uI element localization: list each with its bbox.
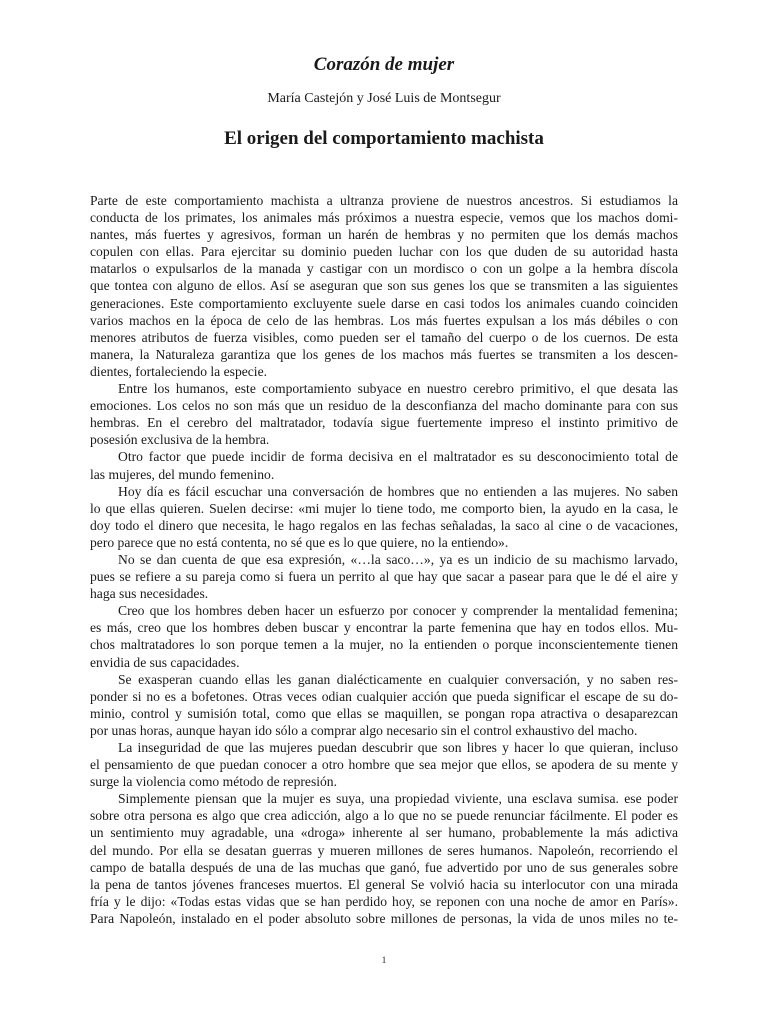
- text-line: las mujeres, del mundo femenino.: [90, 466, 275, 482]
- text-line: que tontea con alguno de ellos. Así se aseguran que son sus genes los que se transmiten a las siguientes: [90, 278, 678, 294]
- text-line: Creo que los hombres deben hacer un esfuerzo por conocer y comprender la mentalidad femenina;: [118, 603, 678, 619]
- text-line: doy todo el dinero que necesita, le hago regalos en las fechas señaladas, la saco al cine o de vacaciones,: [90, 517, 678, 533]
- text-line: nantes, más fuertes y agresivos, forman un harén de hembras y no permiten que los demás machos: [90, 227, 678, 243]
- text-line: chos maltratadores lo son porque temen a la mujer, no la entienden o porque inconscientemente tienen: [90, 637, 678, 653]
- text-line: menores atributos de fuerza visibles, como pueden ser el tamaño del cuerpo o de los cuernos. De esta: [90, 329, 678, 345]
- text-line: copulen con ellas. Para ejercitar su dominio pueden luchar con los que duden de su autoridad hasta: [90, 244, 678, 260]
- text-line: envidia de sus capacidades.: [90, 654, 240, 670]
- text-line: fría y le dijo: «Todas estas vidas que se han perdido hoy, se reponen con una noche de amor en París».: [90, 893, 678, 909]
- text-line: lo que ellas quieren. Suelen decirse: «mi mujer lo tiene todo, me comporto bien, la ayudo en la casa, le: [90, 500, 678, 516]
- book-title: Corazón de mujer: [313, 54, 455, 75]
- text-line: No se dan cuenta de que esa expresión, «…la saco…», ya es un indicio de su machismo larvado,: [118, 551, 678, 567]
- text-line: hembras. En el cerebro del maltratador, todavía sigue fuertemente impreso el instinto primitivo de: [90, 415, 678, 431]
- page-number: 1: [381, 955, 387, 965]
- text-line: manera, la Naturaleza garantiza que los genes de los machos más fuertes se transmiten a los descen-: [90, 346, 678, 362]
- text-line: surge la violencia como método de represión.: [90, 774, 338, 790]
- text-line: varios machos en la época de celo de las hembras. Los más fuertes expulsan a los más débiles o con: [90, 312, 678, 328]
- authors-line: María Castejón y José Luis de Montsegur: [267, 91, 501, 106]
- text-line: por unas horas, aunque hayan ido sólo a comprar algo necesario sin el control exhaustivo del macho.: [90, 722, 638, 738]
- body-text: [90, 192, 678, 927]
- text-line: posesión exclusiva de la hembra.: [90, 432, 270, 448]
- text-line: generaciones. Este comportamiento excluyente suele darse en casi todos los animales cuando coinciden: [90, 295, 678, 311]
- text-line: Hoy día es fácil escuchar una conversación de hombres que no entienden a las mujeres. No saben: [118, 483, 678, 499]
- text-line: campo de batalla después de una de las muchas que ganó, fue advertido por uno de sus generales sobre: [90, 859, 678, 875]
- text-line: matarlos o expulsarlos de la manada y castigar con un mordisco o con un golpe a la hembra díscola: [90, 261, 678, 277]
- text-line: Parte de este comportamiento machista a ultranza proviene de nuestros ancestros. Si estudiamos la: [90, 193, 678, 208]
- text-line: un sentimiento muy agradable, una «droga» inherente al ser humano, probablemente la más adictiva: [90, 825, 678, 841]
- text-line: Entre los humanos, este comportamiento subyace en nuestro cerebro primitivo, el que desata las: [118, 381, 678, 397]
- text-line: Otro factor que puede incidir de forma decisiva en el maltratador es su desconocimiento total de: [118, 449, 678, 465]
- text-line: pero parece que no está contenta, no sé que es lo que quiere, no la entiendo».: [90, 534, 509, 550]
- text-line: ponder si no es a bofetones. Otras veces odian cualquier acción que pueda significar el escape de su do-: [90, 688, 678, 704]
- text-line: es más, creo que los hombres deben buscar y encontrar la parte femenina que hay en todos ellos. Mu-: [90, 620, 678, 636]
- text-line: La inseguridad de que las mujeres puedan descubrir que son libres y hacer lo que quieran, incluso: [118, 740, 678, 755]
- chapter-title: El origen del comportamiento machista: [224, 128, 544, 149]
- text-line: conducta de los primates, los animales más próximos a nuestra especie, vemos que los machos domi-: [90, 210, 678, 226]
- text-line: pues se refiere a su pareja como si fuera un perrito al que hay que sacar a pasear para que le dé el aire y: [90, 569, 678, 585]
- text-line: haga sus necesidades.: [90, 586, 209, 602]
- text-line: del mundo. Por ella se desatan guerras y mueren millones de seres humanos. Napoleón, recorriendo el: [90, 842, 678, 858]
- text-line: Se exasperan cuando ellas les ganan dialécticamente en cualquier conversación, y no saben res-: [118, 671, 678, 687]
- text-line: Simplemente piensan que la mujer es suya, una propiedad viviente, una esclava sumisa. ese poder: [118, 791, 678, 807]
- text-line: sobre otra persona es algo que crea adicción, algo a lo que no se puede renunciar fácilmente. El poder es: [90, 808, 678, 824]
- text-line: el pensamiento de que puedan conocer a otro hombre que sea mejor que ellos, se apodera de su mente y: [90, 757, 678, 773]
- text-line: la pena de tantos jóvenes franceses muertos. El general Se volvió hacia su interlocutor con una mirada: [90, 876, 678, 892]
- text-line: dientes, fortaleciendo la especie.: [90, 363, 268, 379]
- text-line: Para Napoleón, instalado en el poder absoluto sobre millones de personas, la vida de unos miles no te-: [90, 910, 678, 926]
- text-line: minio, control y sumisión total, como que ellas se maquillen, se pongan ropa atractiva o desaparezcan: [90, 705, 678, 721]
- text-line: emociones. Los celos no son más que un residuo de la desconfianza del macho dominante para con sus: [90, 398, 678, 414]
